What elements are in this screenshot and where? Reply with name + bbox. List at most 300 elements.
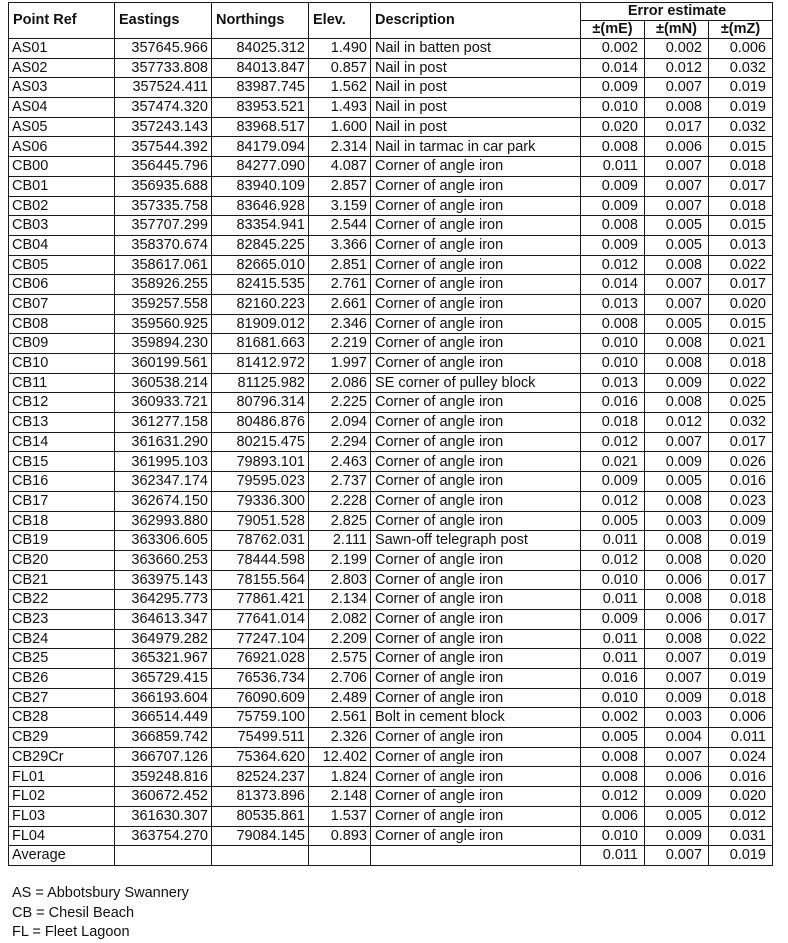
easting-cell: 357544.392 xyxy=(115,137,212,157)
error-mn-cell: 0.006 xyxy=(645,767,709,787)
table-row xyxy=(9,255,773,275)
northing-cell: 79084.145 xyxy=(212,826,309,846)
legend-item-fl: FL = Fleet Lagoon xyxy=(12,924,130,940)
description-cell: Corner of angle iron xyxy=(371,334,581,354)
error-me-cell: 0.016 xyxy=(581,393,645,413)
northing-cell: 84277.090 xyxy=(212,157,309,177)
northing-cell: 83940.109 xyxy=(212,176,309,196)
table-row xyxy=(9,550,773,570)
description-cell: Corner of angle iron xyxy=(371,747,581,767)
header-point-ref: Point Ref xyxy=(9,3,115,39)
error-mn-cell: 0.004 xyxy=(645,728,709,748)
description-cell: Corner of angle iron xyxy=(371,235,581,255)
error-me-cell: 0.012 xyxy=(581,432,645,452)
easting-cell: 361630.307 xyxy=(115,806,212,826)
error-mn-cell: 0.008 xyxy=(645,98,709,118)
error-mz-cell: 0.019 xyxy=(709,78,773,98)
easting-cell: 366514.449 xyxy=(115,708,212,728)
northing-cell: 84013.847 xyxy=(212,58,309,78)
error-me-cell: 0.009 xyxy=(581,78,645,98)
elevation-cell: 2.463 xyxy=(309,452,371,472)
description-cell: Nail in post xyxy=(371,58,581,78)
northing-cell: 82160.223 xyxy=(212,294,309,314)
error-mz-cell: 0.017 xyxy=(709,176,773,196)
error-mn-cell: 0.002 xyxy=(645,39,709,59)
elevation-cell: 2.737 xyxy=(309,472,371,492)
error-me-cell: 0.008 xyxy=(581,747,645,767)
error-me-cell: 0.009 xyxy=(581,235,645,255)
easting-cell: 360199.561 xyxy=(115,354,212,374)
elevation-cell: 1.537 xyxy=(309,806,371,826)
survey-points-table xyxy=(8,2,773,866)
northing-cell: 81681.663 xyxy=(212,334,309,354)
error-me-cell: 0.009 xyxy=(581,176,645,196)
northing-cell: 76536.734 xyxy=(212,669,309,689)
easting-cell: 358926.255 xyxy=(115,275,212,295)
easting-cell: 363975.143 xyxy=(115,570,212,590)
elevation-cell: 2.857 xyxy=(309,176,371,196)
northing-cell: 78155.564 xyxy=(212,570,309,590)
table-row xyxy=(9,747,773,767)
northing-cell: 82415.535 xyxy=(212,275,309,295)
error-mn-cell: 0.007 xyxy=(645,78,709,98)
point-ref-cell: CB06 xyxy=(9,275,115,295)
elevation-cell: 2.148 xyxy=(309,787,371,807)
error-mn-cell: 0.007 xyxy=(645,275,709,295)
easting-cell: 357524.411 xyxy=(115,78,212,98)
northing-cell: 83354.941 xyxy=(212,216,309,236)
error-mn-cell: 0.008 xyxy=(645,334,709,354)
error-mn-cell: 0.007 xyxy=(645,157,709,177)
easting-cell: 358370.674 xyxy=(115,235,212,255)
error-me-cell: 0.012 xyxy=(581,550,645,570)
error-mn-cell: 0.008 xyxy=(645,354,709,374)
description-cell: Nail in tarmac in car park xyxy=(371,137,581,157)
header-error-me: ±(mE) xyxy=(581,21,645,39)
legend-item-as: AS = Abbotsbury Swannery xyxy=(12,885,189,901)
error-me-cell: 0.010 xyxy=(581,354,645,374)
table-row xyxy=(9,176,773,196)
error-mz-cell: 0.012 xyxy=(709,806,773,826)
description-cell: Corner of angle iron xyxy=(371,413,581,433)
elevation-cell: 0.893 xyxy=(309,826,371,846)
header-error-estimate: Error estimate xyxy=(581,3,773,21)
error-mz-cell: 0.015 xyxy=(709,216,773,236)
northing-cell: 79336.300 xyxy=(212,491,309,511)
description-cell: Corner of angle iron xyxy=(371,649,581,669)
point-ref-cell: AS04 xyxy=(9,98,115,118)
error-me-cell: 0.008 xyxy=(581,137,645,157)
point-ref-cell: AS03 xyxy=(9,78,115,98)
error-mn-cell: 0.007 xyxy=(645,196,709,216)
easting-cell: 360672.452 xyxy=(115,787,212,807)
description-cell: Corner of angle iron xyxy=(371,511,581,531)
table-row xyxy=(9,767,773,787)
error-me-cell: 0.010 xyxy=(581,334,645,354)
error-mz-cell: 0.013 xyxy=(709,235,773,255)
table-row xyxy=(9,728,773,748)
error-me-cell: 0.012 xyxy=(581,787,645,807)
elevation-cell: 2.209 xyxy=(309,629,371,649)
error-mz-cell: 0.022 xyxy=(709,373,773,393)
error-mn-cell: 0.005 xyxy=(645,235,709,255)
error-mz-cell: 0.019 xyxy=(709,98,773,118)
easting-cell: 361277.158 xyxy=(115,413,212,433)
table-row xyxy=(9,609,773,629)
northing-cell: 80486.876 xyxy=(212,413,309,433)
error-mz-cell: 0.017 xyxy=(709,432,773,452)
point-ref-cell: CB11 xyxy=(9,373,115,393)
easting-cell: 357243.143 xyxy=(115,117,212,137)
description-cell: Corner of angle iron xyxy=(371,354,581,374)
description-cell: Corner of angle iron xyxy=(371,216,581,236)
elevation-cell: 2.706 xyxy=(309,669,371,689)
error-mn-cell: 0.006 xyxy=(645,570,709,590)
point-ref-cell: CB09 xyxy=(9,334,115,354)
description-cell: Nail in batten post xyxy=(371,39,581,59)
point-ref-cell: CB10 xyxy=(9,354,115,374)
error-mz-cell: 0.006 xyxy=(709,39,773,59)
table-row xyxy=(9,669,773,689)
table-row xyxy=(9,787,773,807)
table-row xyxy=(9,826,773,846)
elevation-cell: 2.086 xyxy=(309,373,371,393)
table-row xyxy=(9,216,773,236)
easting-cell: 359894.230 xyxy=(115,334,212,354)
description-cell: Nail in post xyxy=(371,98,581,118)
point-ref-cell: CB07 xyxy=(9,294,115,314)
point-ref-cell: CB20 xyxy=(9,550,115,570)
table-row xyxy=(9,688,773,708)
description-cell: Corner of angle iron xyxy=(371,688,581,708)
easting-cell: 366707.126 xyxy=(115,747,212,767)
average-empty-cell xyxy=(115,846,212,866)
error-mn-cell: 0.005 xyxy=(645,314,709,334)
point-ref-cell: CB03 xyxy=(9,216,115,236)
description-cell: Corner of angle iron xyxy=(371,314,581,334)
error-mn-cell: 0.017 xyxy=(645,117,709,137)
description-cell: Corner of angle iron xyxy=(371,806,581,826)
error-mz-cell: 0.020 xyxy=(709,787,773,807)
table-row xyxy=(9,649,773,669)
elevation-cell: 2.761 xyxy=(309,275,371,295)
error-mn-cell: 0.008 xyxy=(645,531,709,551)
elevation-cell: 2.489 xyxy=(309,688,371,708)
description-cell: Corner of angle iron xyxy=(371,452,581,472)
error-mz-cell: 0.017 xyxy=(709,570,773,590)
point-ref-cell: CB13 xyxy=(9,413,115,433)
point-ref-cell: CB24 xyxy=(9,629,115,649)
error-mz-cell: 0.021 xyxy=(709,334,773,354)
description-cell: Corner of angle iron xyxy=(371,629,581,649)
elevation-cell: 2.544 xyxy=(309,216,371,236)
easting-cell: 364979.282 xyxy=(115,629,212,649)
error-mz-cell: 0.032 xyxy=(709,413,773,433)
table-row xyxy=(9,334,773,354)
easting-cell: 358617.061 xyxy=(115,255,212,275)
elevation-cell: 12.402 xyxy=(309,747,371,767)
error-me-cell: 0.011 xyxy=(581,649,645,669)
error-mn-cell: 0.007 xyxy=(645,649,709,669)
northing-cell: 83987.745 xyxy=(212,78,309,98)
error-me-cell: 0.002 xyxy=(581,708,645,728)
easting-cell: 359257.558 xyxy=(115,294,212,314)
point-ref-cell: CB18 xyxy=(9,511,115,531)
easting-cell: 357645.966 xyxy=(115,39,212,59)
error-mz-cell: 0.032 xyxy=(709,58,773,78)
header-northings: Northings xyxy=(212,3,309,39)
point-ref-cell: CB29 xyxy=(9,728,115,748)
error-mn-cell: 0.009 xyxy=(645,688,709,708)
easting-cell: 360538.214 xyxy=(115,373,212,393)
error-mn-cell: 0.008 xyxy=(645,255,709,275)
easting-cell: 362674.150 xyxy=(115,491,212,511)
error-me-cell: 0.013 xyxy=(581,373,645,393)
table-row xyxy=(9,117,773,137)
error-mz-cell: 0.019 xyxy=(709,531,773,551)
error-mn-cell: 0.007 xyxy=(645,747,709,767)
error-me-cell: 0.010 xyxy=(581,826,645,846)
point-ref-cell: CB25 xyxy=(9,649,115,669)
northing-cell: 84179.094 xyxy=(212,137,309,157)
table-body xyxy=(9,39,773,846)
table-header xyxy=(9,3,773,39)
error-me-cell: 0.008 xyxy=(581,216,645,236)
error-mz-cell: 0.026 xyxy=(709,452,773,472)
point-ref-cell: CB02 xyxy=(9,196,115,216)
description-cell: Corner of angle iron xyxy=(371,590,581,610)
average-error-me: 0.011 xyxy=(581,846,645,866)
easting-cell: 365321.967 xyxy=(115,649,212,669)
error-mn-cell: 0.009 xyxy=(645,452,709,472)
elevation-cell: 2.134 xyxy=(309,590,371,610)
error-mn-cell: 0.007 xyxy=(645,432,709,452)
table-row xyxy=(9,708,773,728)
error-mn-cell: 0.003 xyxy=(645,708,709,728)
error-mn-cell: 0.005 xyxy=(645,806,709,826)
point-ref-cell: CB14 xyxy=(9,432,115,452)
easting-cell: 364613.347 xyxy=(115,609,212,629)
table-row xyxy=(9,472,773,492)
northing-cell: 79051.528 xyxy=(212,511,309,531)
average-empty-cell xyxy=(309,846,371,866)
error-me-cell: 0.008 xyxy=(581,767,645,787)
error-mz-cell: 0.011 xyxy=(709,728,773,748)
table-row xyxy=(9,137,773,157)
error-mz-cell: 0.032 xyxy=(709,117,773,137)
table-row xyxy=(9,98,773,118)
point-ref-cell: CB04 xyxy=(9,235,115,255)
description-cell: Corner of angle iron xyxy=(371,294,581,314)
easting-cell: 363660.253 xyxy=(115,550,212,570)
point-ref-cell: CB19 xyxy=(9,531,115,551)
northing-cell: 81373.896 xyxy=(212,787,309,807)
error-mn-cell: 0.005 xyxy=(645,472,709,492)
error-me-cell: 0.005 xyxy=(581,511,645,531)
description-cell: Corner of angle iron xyxy=(371,787,581,807)
elevation-cell: 1.493 xyxy=(309,98,371,118)
point-ref-cell: CB22 xyxy=(9,590,115,610)
error-me-cell: 0.014 xyxy=(581,275,645,295)
table-row xyxy=(9,452,773,472)
table-row xyxy=(9,78,773,98)
error-mz-cell: 0.018 xyxy=(709,354,773,374)
point-ref-cell: CB16 xyxy=(9,472,115,492)
point-ref-cell: FL01 xyxy=(9,767,115,787)
legend xyxy=(12,884,189,943)
header-eastings: Eastings xyxy=(115,3,212,39)
table-row xyxy=(9,235,773,255)
elevation-cell: 2.094 xyxy=(309,413,371,433)
table-row xyxy=(9,393,773,413)
elevation-cell: 2.661 xyxy=(309,294,371,314)
table-row xyxy=(9,58,773,78)
error-me-cell: 0.020 xyxy=(581,117,645,137)
average-empty-cell xyxy=(371,846,581,866)
easting-cell: 361631.290 xyxy=(115,432,212,452)
description-cell: Corner of angle iron xyxy=(371,393,581,413)
easting-cell: 364295.773 xyxy=(115,590,212,610)
description-cell: Sawn-off telegraph post xyxy=(371,531,581,551)
elevation-cell: 1.997 xyxy=(309,354,371,374)
point-ref-cell: CB17 xyxy=(9,491,115,511)
point-ref-cell: CB00 xyxy=(9,157,115,177)
easting-cell: 363754.270 xyxy=(115,826,212,846)
easting-cell: 366193.604 xyxy=(115,688,212,708)
error-me-cell: 0.013 xyxy=(581,294,645,314)
error-mz-cell: 0.017 xyxy=(709,609,773,629)
point-ref-cell: CB23 xyxy=(9,609,115,629)
error-mz-cell: 0.025 xyxy=(709,393,773,413)
error-me-cell: 0.018 xyxy=(581,413,645,433)
northing-cell: 78444.598 xyxy=(212,550,309,570)
error-mz-cell: 0.016 xyxy=(709,472,773,492)
table-row xyxy=(9,806,773,826)
description-cell: Corner of angle iron xyxy=(371,826,581,846)
description-cell: Corner of angle iron xyxy=(371,728,581,748)
error-me-cell: 0.016 xyxy=(581,669,645,689)
error-mz-cell: 0.018 xyxy=(709,590,773,610)
elevation-cell: 2.346 xyxy=(309,314,371,334)
error-me-cell: 0.009 xyxy=(581,472,645,492)
elevation-cell: 2.082 xyxy=(309,609,371,629)
elevation-cell: 2.561 xyxy=(309,708,371,728)
northing-cell: 80215.475 xyxy=(212,432,309,452)
description-cell: Corner of angle iron xyxy=(371,275,581,295)
error-me-cell: 0.006 xyxy=(581,806,645,826)
northing-cell: 76921.028 xyxy=(212,649,309,669)
error-me-cell: 0.011 xyxy=(581,590,645,610)
table-row xyxy=(9,275,773,295)
northing-cell: 75499.511 xyxy=(212,728,309,748)
elevation-cell: 2.294 xyxy=(309,432,371,452)
description-cell: Corner of angle iron xyxy=(371,609,581,629)
easting-cell: 363306.605 xyxy=(115,531,212,551)
average-error-mz: 0.019 xyxy=(709,846,773,866)
header-error-mz: ±(mZ) xyxy=(709,21,773,39)
elevation-cell: 2.219 xyxy=(309,334,371,354)
table-row xyxy=(9,531,773,551)
error-mn-cell: 0.008 xyxy=(645,393,709,413)
point-ref-cell: CB08 xyxy=(9,314,115,334)
easting-cell: 366859.742 xyxy=(115,728,212,748)
easting-cell: 362347.174 xyxy=(115,472,212,492)
northing-cell: 81909.012 xyxy=(212,314,309,334)
survey-points-document xyxy=(8,2,773,866)
error-mz-cell: 0.020 xyxy=(709,294,773,314)
error-mn-cell: 0.008 xyxy=(645,491,709,511)
elevation-cell: 2.111 xyxy=(309,531,371,551)
easting-cell: 359560.925 xyxy=(115,314,212,334)
table-row xyxy=(9,432,773,452)
error-me-cell: 0.010 xyxy=(581,98,645,118)
northing-cell: 75759.100 xyxy=(212,708,309,728)
error-mz-cell: 0.017 xyxy=(709,275,773,295)
elevation-cell: 2.199 xyxy=(309,550,371,570)
point-ref-cell: FL04 xyxy=(9,826,115,846)
elevation-cell: 1.600 xyxy=(309,117,371,137)
easting-cell: 356935.688 xyxy=(115,176,212,196)
error-mn-cell: 0.006 xyxy=(645,137,709,157)
error-mz-cell: 0.019 xyxy=(709,669,773,689)
table-footer xyxy=(9,846,773,866)
elevation-cell: 4.087 xyxy=(309,157,371,177)
elevation-cell: 0.857 xyxy=(309,58,371,78)
easting-cell: 357474.320 xyxy=(115,98,212,118)
average-row xyxy=(9,846,773,866)
header-elevation: Elev. xyxy=(309,3,371,39)
northing-cell: 81412.972 xyxy=(212,354,309,374)
error-me-cell: 0.010 xyxy=(581,688,645,708)
easting-cell: 357707.299 xyxy=(115,216,212,236)
error-mz-cell: 0.018 xyxy=(709,196,773,216)
error-mn-cell: 0.009 xyxy=(645,373,709,393)
northing-cell: 75364.620 xyxy=(212,747,309,767)
table-row xyxy=(9,413,773,433)
easting-cell: 357335.758 xyxy=(115,196,212,216)
easting-cell: 359248.816 xyxy=(115,767,212,787)
error-mn-cell: 0.009 xyxy=(645,826,709,846)
header-error-mn: ±(mN) xyxy=(645,21,709,39)
easting-cell: 360933.721 xyxy=(115,393,212,413)
error-mz-cell: 0.019 xyxy=(709,649,773,669)
error-mn-cell: 0.005 xyxy=(645,216,709,236)
description-cell: Corner of angle iron xyxy=(371,491,581,511)
error-mz-cell: 0.015 xyxy=(709,314,773,334)
error-me-cell: 0.014 xyxy=(581,58,645,78)
point-ref-cell: CB27 xyxy=(9,688,115,708)
northing-cell: 80535.861 xyxy=(212,806,309,826)
description-cell: Corner of angle iron xyxy=(371,157,581,177)
description-cell: Nail in post xyxy=(371,78,581,98)
easting-cell: 357733.808 xyxy=(115,58,212,78)
table-row xyxy=(9,196,773,216)
description-cell: SE corner of pulley block xyxy=(371,373,581,393)
northing-cell: 82665.010 xyxy=(212,255,309,275)
error-me-cell: 0.012 xyxy=(581,491,645,511)
point-ref-cell: AS01 xyxy=(9,39,115,59)
elevation-cell: 2.314 xyxy=(309,137,371,157)
table-row xyxy=(9,314,773,334)
elevation-cell: 2.803 xyxy=(309,570,371,590)
description-cell: Corner of angle iron xyxy=(371,570,581,590)
error-mn-cell: 0.008 xyxy=(645,629,709,649)
error-mn-cell: 0.008 xyxy=(645,550,709,570)
point-ref-cell: AS05 xyxy=(9,117,115,137)
error-mz-cell: 0.022 xyxy=(709,255,773,275)
error-mz-cell: 0.022 xyxy=(709,629,773,649)
point-ref-cell: CB28 xyxy=(9,708,115,728)
